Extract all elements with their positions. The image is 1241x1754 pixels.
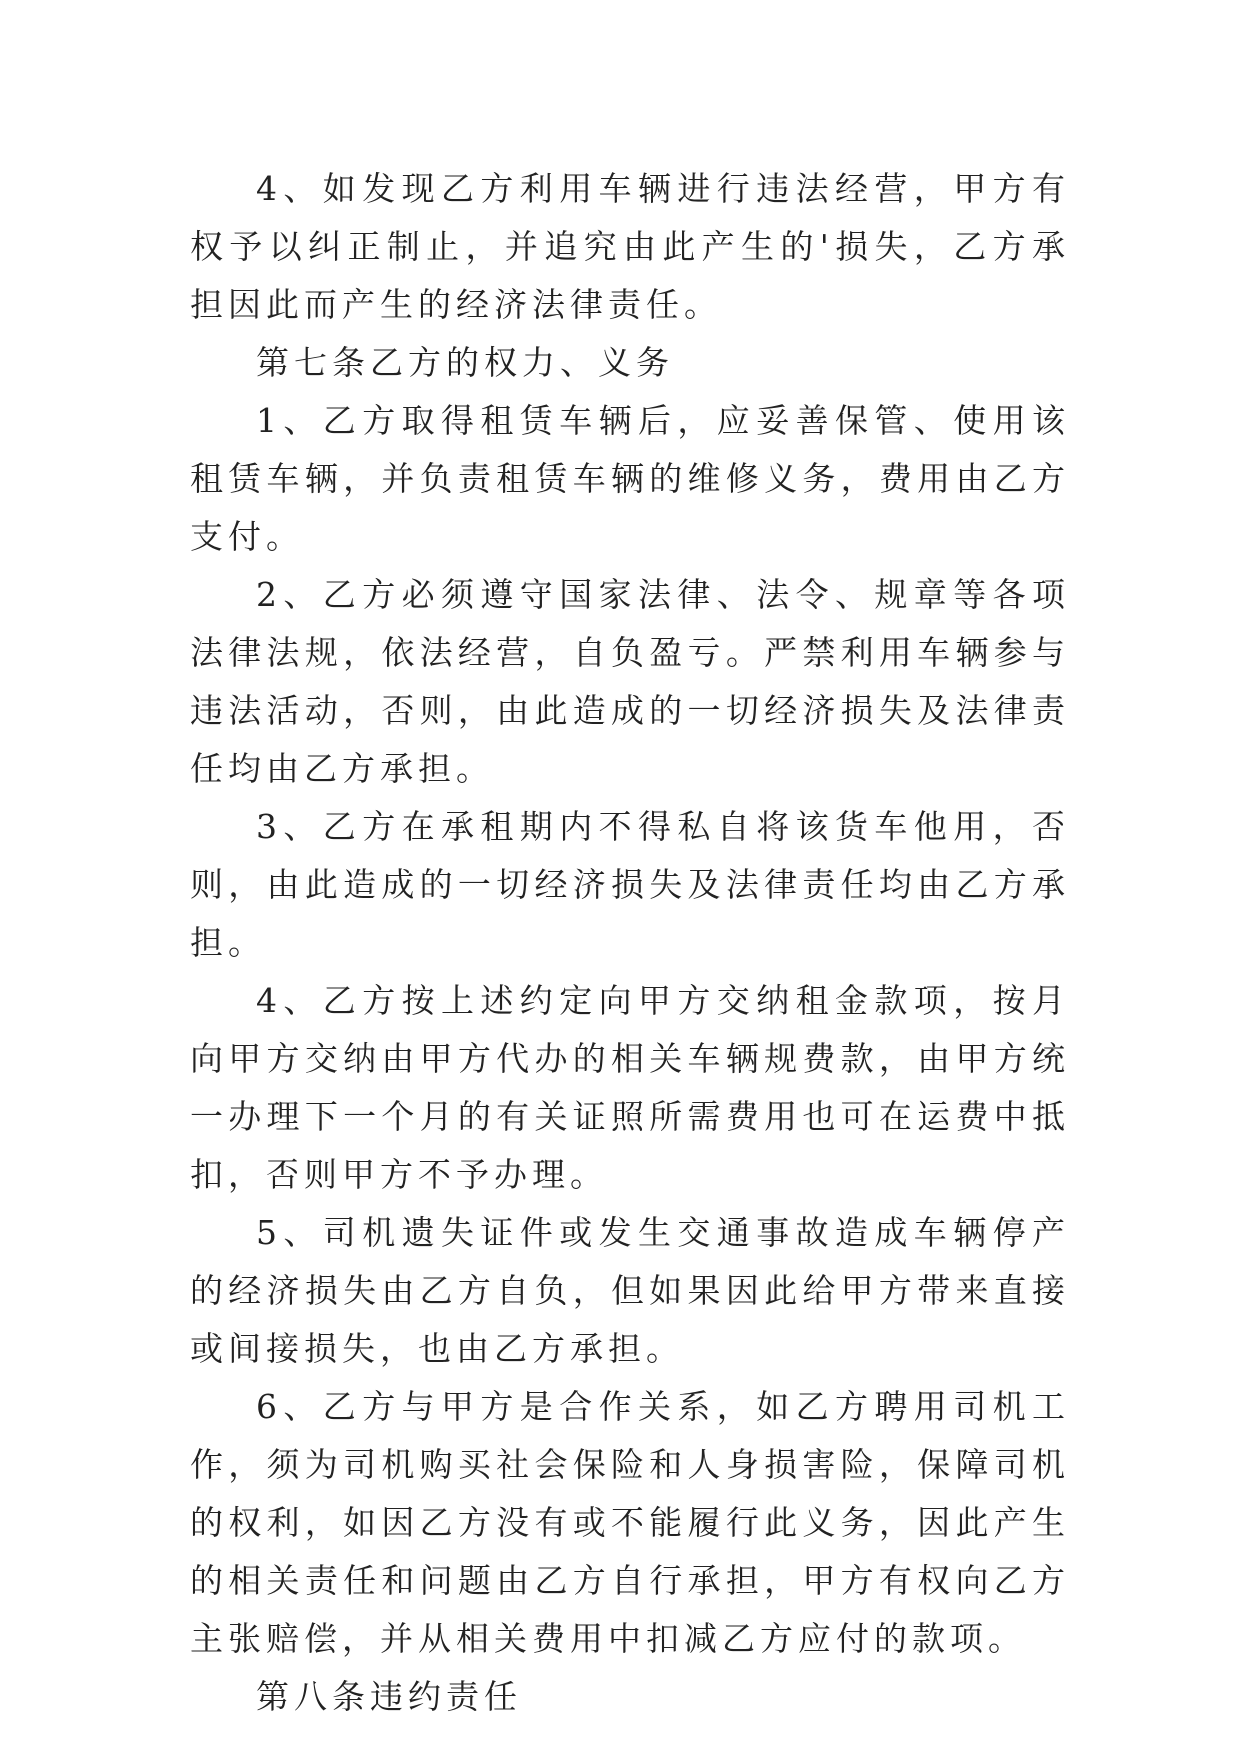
paragraph-article-7-item-1: 1、乙方取得租赁车辆后，应妥善保管、使用该租赁车辆，并负责租赁车辆的维修义务，费用由乙方支付。	[190, 401, 1070, 556]
paragraph-article-7-item-2: 2、乙方必须遵守国家法律、法令、规章等各项法律法规，依法经营，自负盈亏。严禁利用车辆参与违法活动，否则，由此造成的一切经济损失及法律责任均由乙方承担。	[190, 575, 1070, 788]
document-body	[190, 160, 1070, 1726]
paragraph-article-7-item-4: 4、乙方按上述约定向甲方交纳租金款项，按月向甲方交纳由甲方代办的相关车辆规费款，由甲方统一办理下一个月的有关证照所需费用也可在运费中抵扣，否则甲方不予办理。	[190, 981, 1070, 1194]
paragraph-article-7-item-3: 3、乙方在承租期内不得私自将该货车他用，否则，由此造成的一切经济损失及法律责任均由乙方承担。	[190, 807, 1070, 962]
paragraph-article-7-item-5: 5、司机遗失证件或发生交通事故造成车辆停产的经济损失由乙方自负，但如果因此给甲方带来直接或间接损失，也由乙方承担。	[190, 1213, 1070, 1368]
paragraph-article-7-item-6: 6、乙方与甲方是合作关系，如乙方聘用司机工作，须为司机购买社会保险和人身损害险，保障司机的权利，如因乙方没有或不能履行此义务，因此产生的相关责任和问题由乙方自行承担，甲方有权向乙方主张赔偿，并从相关费用中扣减乙方应付的款项。	[190, 1387, 1070, 1658]
paragraph-clause-6-item-4: 4、如发现乙方利用车辆进行违法经营，甲方有权予以纠正制止，并追究由此产生的'损失，乙方承担因此而产生的经济法律责任。	[190, 169, 1070, 324]
section-heading-article-7: 第七条乙方的权力、义务	[256, 343, 674, 382]
section-heading-article-8: 第八条违约责任	[256, 1677, 522, 1716]
